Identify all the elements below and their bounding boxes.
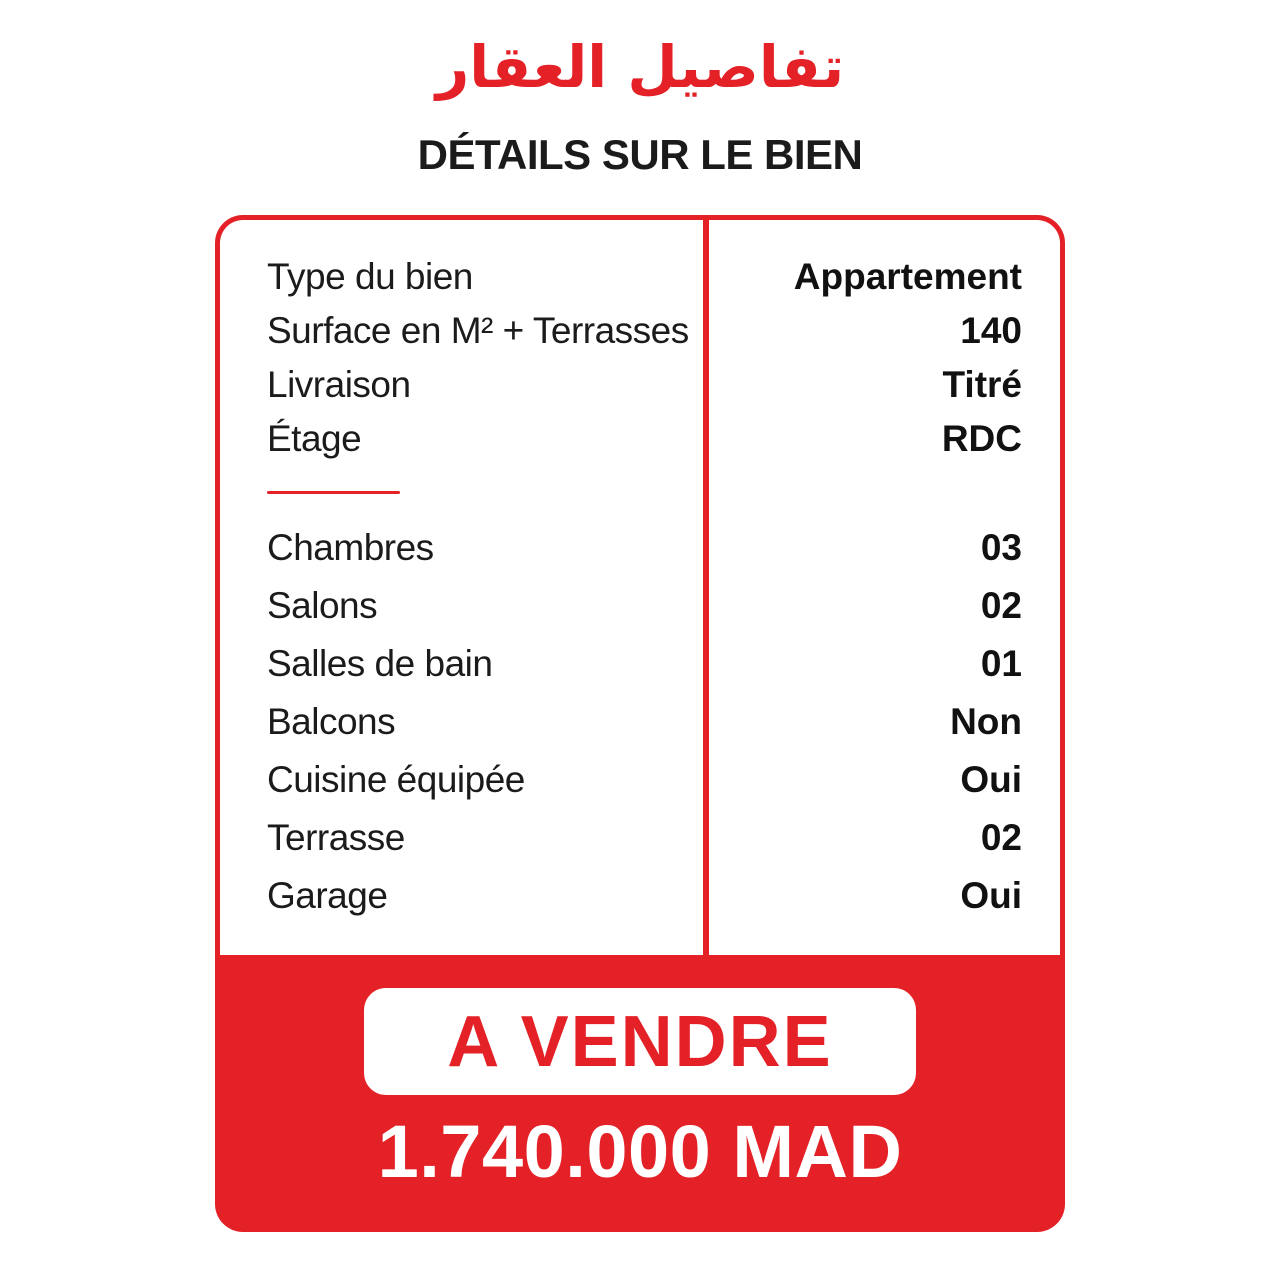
row-value: 01 — [980, 643, 1022, 684]
row-label: Surface en M² + Terrasses — [267, 310, 689, 351]
row-label: Type du bien — [267, 256, 473, 297]
table-row — [220, 250, 1060, 304]
sale-badge-label: A VENDRE — [447, 1001, 833, 1082]
row-label: Salles de bain — [267, 643, 493, 684]
sale-footer — [215, 955, 1065, 1232]
row-label: Étage — [267, 418, 362, 459]
row-value: Oui — [960, 875, 1022, 916]
property-title-french: DÉTAILS SUR LE BIEN — [417, 131, 863, 178]
row-label: Chambres — [267, 527, 434, 568]
row-value: 02 — [980, 817, 1022, 858]
row-label: Balcons — [267, 701, 396, 742]
price-text: 1.740.000 MAD — [377, 1110, 903, 1193]
table-row — [220, 412, 1060, 466]
row-value: Titré — [942, 364, 1022, 405]
row-value: 03 — [980, 527, 1022, 568]
row-value: Appartement — [793, 256, 1022, 297]
details-card — [215, 215, 1065, 1232]
table-row — [220, 577, 1060, 635]
table-row — [220, 809, 1060, 867]
table-row — [220, 519, 1060, 577]
table-row — [220, 693, 1060, 751]
row-label: Terrasse — [267, 817, 405, 858]
sale-badge — [364, 988, 916, 1095]
row-value: 02 — [980, 585, 1022, 626]
row-label: Cuisine équipée — [267, 759, 525, 800]
table-row — [220, 304, 1060, 358]
row-value: RDC — [941, 418, 1022, 459]
row-value: Oui — [960, 759, 1022, 800]
column-divider — [703, 220, 709, 955]
row-value: 140 — [960, 310, 1022, 351]
section-divider — [220, 466, 1060, 519]
details-table — [215, 215, 1065, 955]
table-row — [220, 751, 1060, 809]
section-divider-line — [267, 491, 400, 494]
row-label: Garage — [267, 875, 388, 916]
row-label: Salons — [267, 585, 378, 626]
table-row — [220, 635, 1060, 693]
row-label: Livraison — [267, 364, 411, 405]
table-row — [220, 358, 1060, 412]
row-value: Non — [950, 701, 1022, 742]
table-row — [220, 867, 1060, 925]
property-title-arabic: تفاصيل العقار — [435, 33, 845, 101]
